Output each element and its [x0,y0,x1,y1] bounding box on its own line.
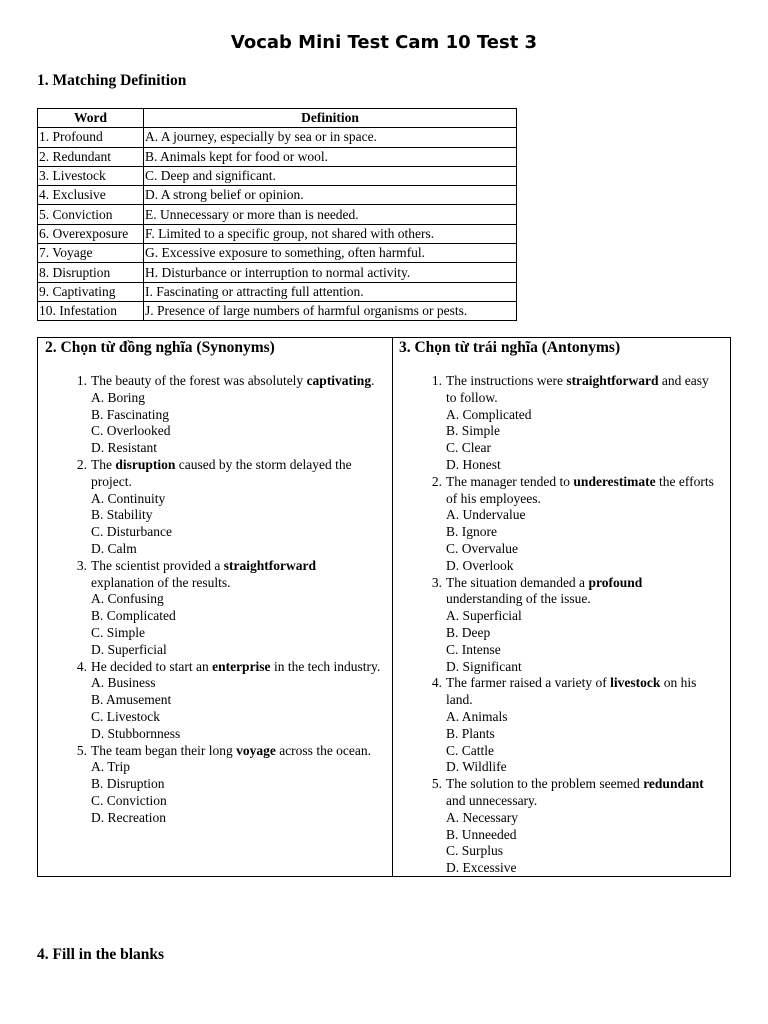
definition-cell: F. Limited to a specific group, not shared with others. [144,224,517,243]
question-box [37,337,731,877]
stem-text-after: on his land. [445,675,697,708]
question-stem [446,474,714,506]
answer-option: D. Excessive [445,860,517,876]
question-stem [446,675,696,707]
section-heading-antonyms: 3. Chọn từ trái nghĩa (Antonyms) [398,339,621,356]
answer-option: C. Surplus [445,843,503,859]
question-number: 3. [76,557,87,573]
question-stem [446,373,709,405]
question-number: 2. [431,473,442,489]
synonyms-column [38,338,393,876]
word-cell: 8. Disruption [38,263,144,282]
answer-option: D. Resistant [91,440,157,456]
section-heading-fill-blanks: 4. Fill in the blanks [37,946,165,963]
synonym-question-4 [76,658,381,743]
answer-option: A. Confusing [91,591,164,607]
answer-option: D. Significant [445,658,522,674]
section-heading-synonyms: 2. Chọn từ đồng nghĩa (Synonyms) [45,339,275,356]
table-row [38,128,517,147]
table-row [38,263,517,282]
table-row [38,301,517,320]
definition-cell: C. Deep and significant. [144,166,517,185]
answer-option: D. Superficial [91,641,167,657]
answer-option: D. Recreation [91,809,166,825]
word-cell: 10. Infestation [38,301,144,320]
answer-option: C. Overlooked [91,423,171,439]
stem-text-before: The manager tended to [445,473,574,489]
table-row [38,147,517,166]
answer-option: B. Amusement [91,692,172,708]
answer-option: A. Animals [445,708,508,724]
word-cell: 6. Overexposure [38,224,144,243]
definition-cell: I. Fascinating or attracting full attention. [144,282,517,301]
table-row [38,166,517,185]
definition-cell: E. Unnecessary or more than is needed. [144,205,517,224]
stem-text-before: The situation demanded a [445,574,589,590]
antonyms-column [393,338,730,876]
answer-option: B. Ignore [445,524,497,540]
word-cell: 5. Conviction [38,205,144,224]
answer-option: D. Overlook [445,557,514,573]
stem-text-after: . [371,373,375,388]
answer-option: B. Complicated [91,608,176,624]
question-stem [446,776,704,808]
answer-option: B. Plants [445,725,495,741]
stem-text-before: The instructions were [445,373,567,388]
answer-option: C. Overvalue [445,540,518,556]
definition-cell: B. Animals kept for food or wool. [144,147,517,166]
question-number: 5. [431,776,442,792]
stem-text-before: The beauty of the forest was absolutely [91,373,307,388]
target-word: profound [588,574,643,590]
target-word: captivating [306,373,372,388]
answer-option: A. Complicated [445,406,532,422]
answer-option: B. Disruption [91,776,165,792]
stem-text-before: The farmer raised a variety of [445,675,611,691]
word-cell: 2. Redundant [38,147,144,166]
answer-option: B. Simple [445,423,500,439]
answer-option: A. Trip [91,759,131,775]
stem-text-after: understanding of the issue. [445,591,591,607]
table-header-row [38,109,517,128]
definition-cell: G. Excessive exposure to something, often harmful. [144,244,517,263]
antonym-question-1 [431,373,721,474]
column-header-definition: Definition [144,109,517,128]
answer-option: B. Deep [445,624,491,640]
question-stem [91,743,371,758]
stem-text-before: The scientist provided a [91,557,224,573]
antonym-question-4 [431,675,721,776]
answer-option: A. Continuity [91,490,166,506]
definition-cell: J. Presence of large numbers of harmful organisms or pests. [144,301,517,320]
answer-option: B. Unneeded [445,826,517,842]
synonym-question-5 [76,742,381,827]
antonyms-question-list [431,373,721,877]
stem-text-before: The solution to the problem seemed [445,776,644,792]
answer-option: D. Honest [445,456,501,472]
word-cell: 7. Voyage [38,244,144,263]
target-word: underestimate [573,473,656,489]
question-stem [91,373,374,388]
answer-option: D. Stubbornness [91,725,181,741]
definition-cell: A. A journey, especially by sea or in space. [144,128,517,147]
answer-option: D. Calm [91,540,137,556]
question-number: 5. [76,742,87,758]
table-row [38,224,517,243]
synonyms-question-list [76,373,381,827]
table-row [38,244,517,263]
question-stem [91,659,380,674]
stem-text-after: in the tech industry. [270,658,381,674]
stem-text-after: the efforts of his employees. [445,473,714,506]
answer-option: A. Undervalue [445,507,526,523]
stem-text-after: caused by the storm delayed the project. [91,456,352,489]
question-stem [91,457,352,489]
stem-text-before: He decided to start an [91,658,213,674]
answer-option: A. Necessary [445,809,518,825]
answer-option: C. Cattle [445,742,494,758]
question-number: 1. [76,373,87,388]
matching-table [37,108,517,321]
target-word: livestock [610,675,661,691]
answer-option: C. Disturbance [91,524,172,540]
section-heading-matching: 1. Matching Definition [37,72,187,89]
definition-cell: D. A strong belief or opinion. [144,186,517,205]
target-word: voyage [236,742,276,758]
target-word: straightforward [223,557,316,573]
target-word: disruption [115,456,176,472]
answer-option: A. Boring [91,389,145,405]
definition-cell: H. Disturbance or interruption to normal activity. [144,263,517,282]
stem-text-after: and unnecessary. [445,792,538,808]
question-number: 3. [431,574,442,590]
word-cell: 4. Exclusive [38,186,144,205]
answer-option: C. Livestock [91,708,160,724]
page-title: Vocab Mini Test Cam 10 Test 3 [230,32,538,53]
antonym-question-2 [431,473,721,575]
word-cell: 3. Livestock [38,166,144,185]
target-word: redundant [643,776,704,792]
synonym-question-2 [76,456,381,558]
table-row [38,282,517,301]
stem-text-after: across the ocean. [275,742,372,758]
answer-option: B. Stability [91,507,153,523]
stem-text-before: The [91,456,116,472]
answer-option: C. Clear [445,440,491,456]
word-cell: 9. Captivating [38,282,144,301]
table-row [38,186,517,205]
question-number: 1. [431,373,442,388]
stem-text-after: and easy to follow. [445,373,709,405]
antonym-question-3 [431,574,721,676]
question-stem [446,575,642,607]
answer-option: B. Fascinating [91,406,169,422]
stem-text-before: The team began their long [91,742,237,758]
question-number: 2. [76,456,87,472]
antonym-question-5 [431,776,721,877]
answer-option: C. Conviction [91,792,167,808]
answer-option: C. Intense [445,641,501,657]
question-stem [91,558,316,590]
column-header-word: Word [38,109,144,128]
synonym-question-3 [76,557,381,659]
stem-text-after: explanation of the results. [91,574,231,590]
answer-option: A. Superficial [445,608,522,624]
answer-option: A. Business [91,675,156,691]
word-cell: 1. Profound [38,128,144,147]
question-number: 4. [431,675,442,691]
answer-option: D. Wildlife [445,759,507,775]
question-number: 4. [76,658,87,674]
target-word: enterprise [212,658,271,674]
synonym-question-1 [76,373,381,457]
answer-option: C. Simple [91,624,146,640]
table-row [38,205,517,224]
target-word: straightforward [566,373,659,388]
